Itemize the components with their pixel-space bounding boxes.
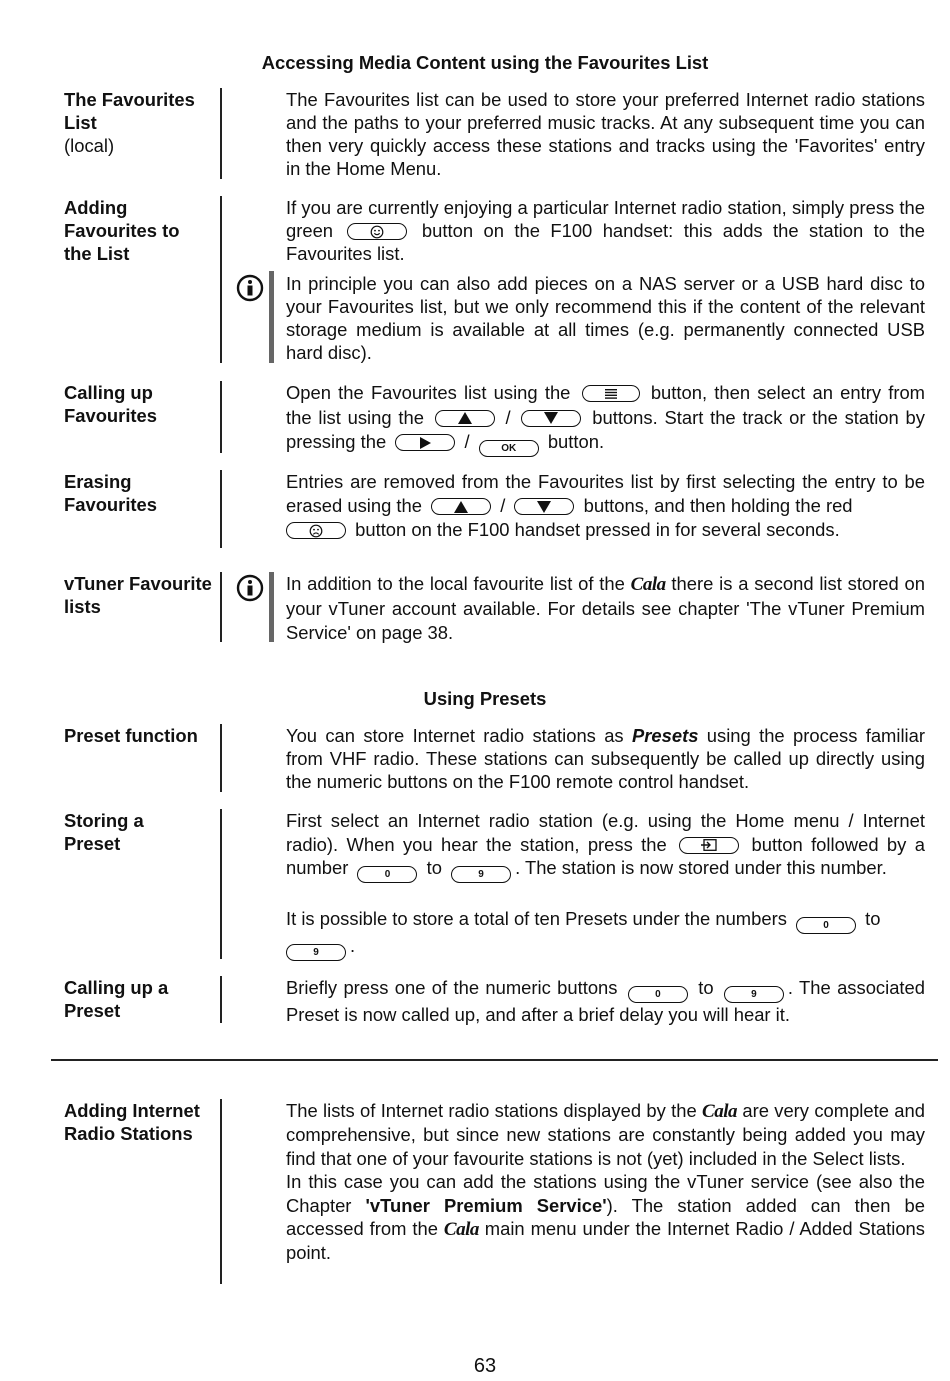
text: It is possible to store a total of ten Presets under the numbers	[286, 908, 787, 929]
adding-radio-para-2	[286, 1170, 925, 1265]
text: button.	[547, 431, 605, 452]
label-calling-preset: Calling up a Preset	[64, 977, 169, 1021]
text: using the process familiar from VHF radio. These stations can subsequently be called up directly using the numeric buttons on the F100 remote control handset.	[286, 725, 925, 792]
green-smiley-button-icon	[347, 223, 407, 240]
label-favourites-list	[64, 88, 214, 157]
label-erasing-favourites: Erasing Favourites	[64, 471, 158, 515]
text: button on the F100 handset pressed in for several seconds.	[355, 519, 840, 540]
key-9-button-icon: 9	[286, 944, 346, 961]
ok-button-icon: OK	[479, 440, 539, 457]
label-calling-favourites: Calling up Favourites	[64, 382, 158, 426]
paragraph-adding-radio-stations	[286, 1099, 925, 1265]
note-bar	[269, 271, 274, 363]
text: /	[464, 431, 470, 452]
text: . The associated Preset is now called up, and after a brief delay you will hear it.	[286, 977, 925, 1025]
red-sad-button-icon	[286, 522, 346, 539]
divider	[220, 381, 222, 453]
divider	[220, 976, 222, 1023]
note-bar	[269, 572, 274, 642]
text: The lists of Internet radio stations displayed by the	[286, 1100, 697, 1121]
key-9-button-icon: 9	[724, 986, 784, 1003]
key-0-button-icon: 0	[357, 866, 417, 883]
paragraph-adding-favourites	[286, 196, 925, 265]
storing-para-2	[286, 907, 925, 961]
text: First select an Internet radio station (e.g. using the Home menu / Internet radio). When you hear the station, press the	[286, 810, 925, 855]
text: are very complete and comprehensive, but since new stations are constantly being added you may find that one of your favourite stations is not (yet) included in the Select lists.	[286, 1100, 925, 1169]
arrow-up-button-icon	[431, 498, 491, 515]
text: button followed by a number	[286, 833, 925, 878]
text: buttons. Start the track or the station by pressing the	[286, 406, 925, 452]
info-icon	[236, 574, 264, 602]
key-0-button-icon: 0	[796, 917, 856, 934]
cala-logo: Cala	[443, 1219, 479, 1241]
list-menu-button-icon	[582, 385, 640, 402]
text: to	[426, 857, 442, 878]
text: Open the Favourites list using the	[286, 382, 571, 403]
adding-radio-para-1	[286, 1099, 925, 1170]
divider	[220, 1099, 222, 1284]
page-number: 63	[473, 1355, 497, 1377]
label-preset-function: Preset function	[64, 725, 198, 746]
text: /	[500, 495, 506, 516]
text: there is a second list stored on your vTuner account available. For details see chapter 'The vTuner Premium Service' on page 38.	[286, 573, 925, 643]
text: .	[350, 935, 356, 956]
emphasis: Presets	[631, 725, 699, 746]
text: ). The station added can then be accessed from the	[286, 1194, 925, 1240]
text: button, then select an entry from the list using the	[286, 382, 925, 428]
text: to	[865, 908, 881, 929]
info-icon	[236, 274, 264, 302]
label-vtuner-favourites: vTuner Favourite lists	[64, 573, 212, 617]
divider	[220, 809, 222, 959]
storing-para-1	[286, 809, 925, 883]
arrow-down-button-icon	[521, 410, 581, 427]
horizontal-rule	[51, 1059, 938, 1061]
text: . The station is now stored under this number.	[515, 857, 887, 878]
arrow-up-button-icon	[435, 410, 495, 427]
text: to	[698, 977, 714, 998]
section-heading-favourites: Accessing Media Content using the Favourites List	[261, 52, 709, 73]
text: Briefly press one of the numeric buttons	[286, 977, 618, 998]
text: buttons, and then holding the red	[583, 495, 853, 516]
label-adding-radio-stations: Adding Internet Radio Stations	[64, 1100, 200, 1144]
key-9-button-icon: 9	[451, 866, 511, 883]
text: You can store Internet radio stations as	[286, 725, 624, 746]
paragraph-preset-function	[286, 724, 925, 793]
paragraph-erasing-favourites	[286, 470, 925, 542]
cala-logo: Cala	[702, 1101, 737, 1122]
paragraph-calling-preset	[286, 976, 925, 1027]
divider	[220, 724, 222, 792]
text: button on the F100 handset: this adds the station to the Favourites list.	[286, 220, 925, 264]
key-0-button-icon: 0	[628, 986, 688, 1003]
chapter-reference: 'vTuner Premium Service'	[365, 1194, 607, 1216]
section-heading-presets: Using Presets	[423, 688, 547, 709]
paragraph-calling-favourites	[286, 381, 925, 457]
text: In this case you can add the stations using the vTuner service (see also the Chapter	[286, 1171, 925, 1216]
arrow-down-button-icon	[514, 498, 574, 515]
note-vtuner	[286, 572, 925, 645]
text: main menu under the Internet Radio / Added Stations point.	[286, 1218, 925, 1264]
text: Entries are removed from the Favourites list by first selecting the entry to be erased using the	[286, 471, 925, 516]
cala-logo: Cala	[630, 574, 666, 595]
divider	[220, 470, 222, 548]
divider	[220, 88, 222, 179]
label-adding-favourites: Adding Favourites to the List	[64, 197, 180, 264]
divider	[220, 196, 222, 363]
label-text: The Favourites List	[64, 89, 195, 133]
label-sublabel: (local)	[64, 135, 115, 156]
divider	[220, 572, 222, 642]
store-preset-button-icon	[679, 837, 739, 854]
text: In addition to the local favourite list of the	[286, 573, 625, 594]
paragraph-storing-preset	[286, 809, 925, 961]
note-adding-favourites: In principle you can also add pieces on a NAS server or a USB hard disc to your Favourites list, but we only recommend this if the content of the relevant storage medium is available at all times (e.g. permanently connected USB hard disc).	[286, 273, 925, 363]
text: If you are currently enjoying a particular Internet radio station, simply press the green	[286, 197, 925, 241]
label-storing-preset: Storing a Preset	[64, 810, 144, 854]
text: /	[505, 406, 511, 428]
paragraph-favourites-list: The Favourites list can be used to store your preferred Internet radio stations and the paths to your preferred music tracks. At any subsequent time you can then very quickly access these stations and tracks using the 'Favorites' entry in the Home Menu.	[286, 89, 925, 179]
play-button-icon	[395, 434, 455, 451]
